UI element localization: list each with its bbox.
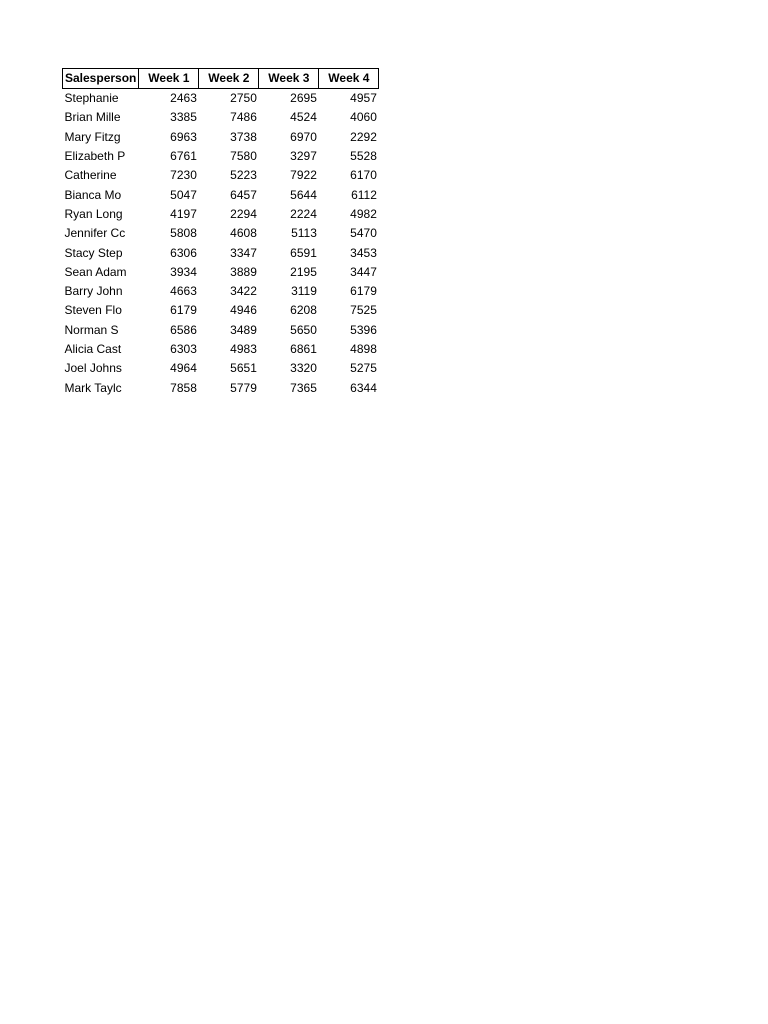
week-4-cell: 4898: [350, 342, 377, 356]
salesperson-cell: Catherine: [64, 168, 117, 183]
week-4-cell: 5275: [350, 361, 377, 376]
salesperson-cell: Alicia Cast: [64, 342, 122, 356]
week-2-cell: 3738: [230, 129, 257, 144]
week-2-cell: 4946: [230, 303, 257, 318]
week-1-cell: 4663: [170, 284, 197, 299]
table-row: [63, 128, 379, 147]
table-row: [63, 321, 379, 340]
week-3-cell: 3297: [290, 149, 317, 164]
week-4-cell: 6179: [350, 284, 377, 299]
salesperson-cell: Jennifer Cc: [64, 226, 126, 241]
salesperson-cell: Elizabeth P: [64, 149, 126, 164]
week-3-cell: 2224: [290, 206, 317, 221]
week-2-cell: 2294: [230, 206, 257, 221]
table-row: [63, 89, 379, 109]
week-1-cell: 5047: [170, 187, 197, 202]
week-1-cell: 3385: [170, 110, 197, 125]
week-4-cell: 2292: [350, 129, 377, 144]
week-1-cell: 5808: [170, 226, 197, 241]
week-3-cell: 6591: [290, 245, 317, 260]
week-4-cell: 5470: [350, 226, 377, 241]
week-2-cell: 7580: [230, 149, 257, 164]
week-1-cell: 4197: [170, 206, 197, 221]
week-1-cell: 6306: [170, 245, 197, 260]
week-4-cell: 4957: [350, 91, 377, 106]
table-row: [63, 243, 379, 262]
week-2-cell: 3422: [230, 284, 257, 299]
week-2-cell: 3889: [230, 264, 257, 279]
table-row: [63, 147, 379, 166]
week-1-cell: 2463: [170, 91, 197, 106]
salesperson-cell: Stacy Step: [64, 245, 123, 260]
week-3-cell: 7922: [290, 168, 317, 183]
week-4-cell: 5396: [350, 322, 377, 337]
table-row: [63, 224, 379, 243]
salesperson-cell: Sean Adam: [64, 264, 127, 279]
table-row: [63, 378, 379, 397]
week-2-cell: 7486: [230, 110, 257, 125]
table-row: [63, 282, 379, 301]
table-row: [63, 359, 379, 378]
week-2-cell: 5223: [230, 168, 257, 183]
week-3-cell: 6208: [290, 303, 317, 318]
table-row: [63, 205, 379, 224]
salesperson-cell: Ryan Long: [64, 206, 123, 221]
week-3-cell: 5113: [291, 226, 317, 241]
week-1-cell: 6963: [170, 129, 197, 144]
week-1-cell: 6303: [170, 342, 197, 356]
table-body: [63, 89, 379, 398]
salesperson-cell: Mark Taylc: [64, 380, 122, 395]
week-2-cell: 3347: [230, 245, 257, 260]
week-1-cell: 3934: [170, 264, 197, 279]
week-3-cell: 5644: [290, 187, 317, 202]
week-3-cell: 4524: [290, 110, 317, 125]
week-2-cell: 4983: [230, 342, 257, 356]
header-week-1: Week 1: [139, 69, 199, 89]
week-2-cell: 4608: [230, 226, 257, 241]
week-1-cell: 7230: [170, 168, 197, 183]
week-3-cell: 6861: [290, 342, 317, 356]
week-4-cell: 5528: [350, 149, 377, 164]
header-row: [63, 69, 379, 89]
week-4-cell: 6344: [350, 380, 377, 395]
week-3-cell: 3320: [290, 361, 317, 376]
week-4-cell: 6170: [350, 168, 377, 183]
salesperson-cell: Brian Mille: [64, 110, 121, 125]
table-row: [63, 301, 379, 320]
salesperson-cell: Barry John: [64, 284, 123, 299]
week-4-cell: 3453: [350, 245, 377, 260]
week-3-cell: 2195: [290, 264, 317, 279]
week-1-cell: 4964: [170, 361, 197, 376]
table-row: [63, 185, 379, 204]
week-4-cell: 3447: [350, 264, 377, 279]
week-1-cell: 6179: [170, 303, 197, 318]
week-4-cell: 4060: [350, 110, 377, 125]
week-2-cell: 5651: [230, 361, 257, 376]
week-1-cell: 6586: [170, 322, 197, 337]
table-row: [63, 263, 379, 282]
salesperson-cell: Stephanie: [64, 91, 119, 106]
week-3-cell: 5650: [290, 322, 317, 337]
week-2-cell: 2750: [230, 91, 257, 106]
week-3-cell: 2695: [290, 91, 317, 106]
week-1-cell: 6761: [170, 149, 197, 164]
week-2-cell: 5779: [230, 380, 257, 395]
header-week-2: Week 2: [199, 69, 259, 89]
salesperson-cell: Joel Johns: [64, 361, 122, 376]
sales-table: [62, 68, 379, 398]
salesperson-cell: Bianca Mo: [64, 187, 122, 202]
salesperson-cell: Mary Fitzg: [64, 129, 121, 144]
header-salesperson: Salesperson: [63, 69, 139, 89]
week-4-cell: 6112: [351, 187, 377, 202]
table-row: [63, 108, 379, 127]
header-week-3: Week 3: [259, 69, 319, 89]
header-week-4: Week 4: [319, 69, 379, 89]
week-2-cell: 6457: [230, 187, 257, 202]
table-row: [63, 340, 379, 359]
week-1-cell: 7858: [170, 380, 197, 395]
week-3-cell: 3119: [291, 284, 317, 299]
week-4-cell: 7525: [350, 303, 377, 318]
salesperson-cell: Steven Flo: [64, 303, 122, 318]
table-row: [63, 166, 379, 185]
salesperson-cell: Norman S: [64, 322, 119, 337]
week-2-cell: 3489: [230, 322, 257, 337]
week-3-cell: 6970: [290, 129, 317, 144]
week-3-cell: 7365: [290, 380, 317, 395]
week-4-cell: 4982: [350, 206, 377, 221]
